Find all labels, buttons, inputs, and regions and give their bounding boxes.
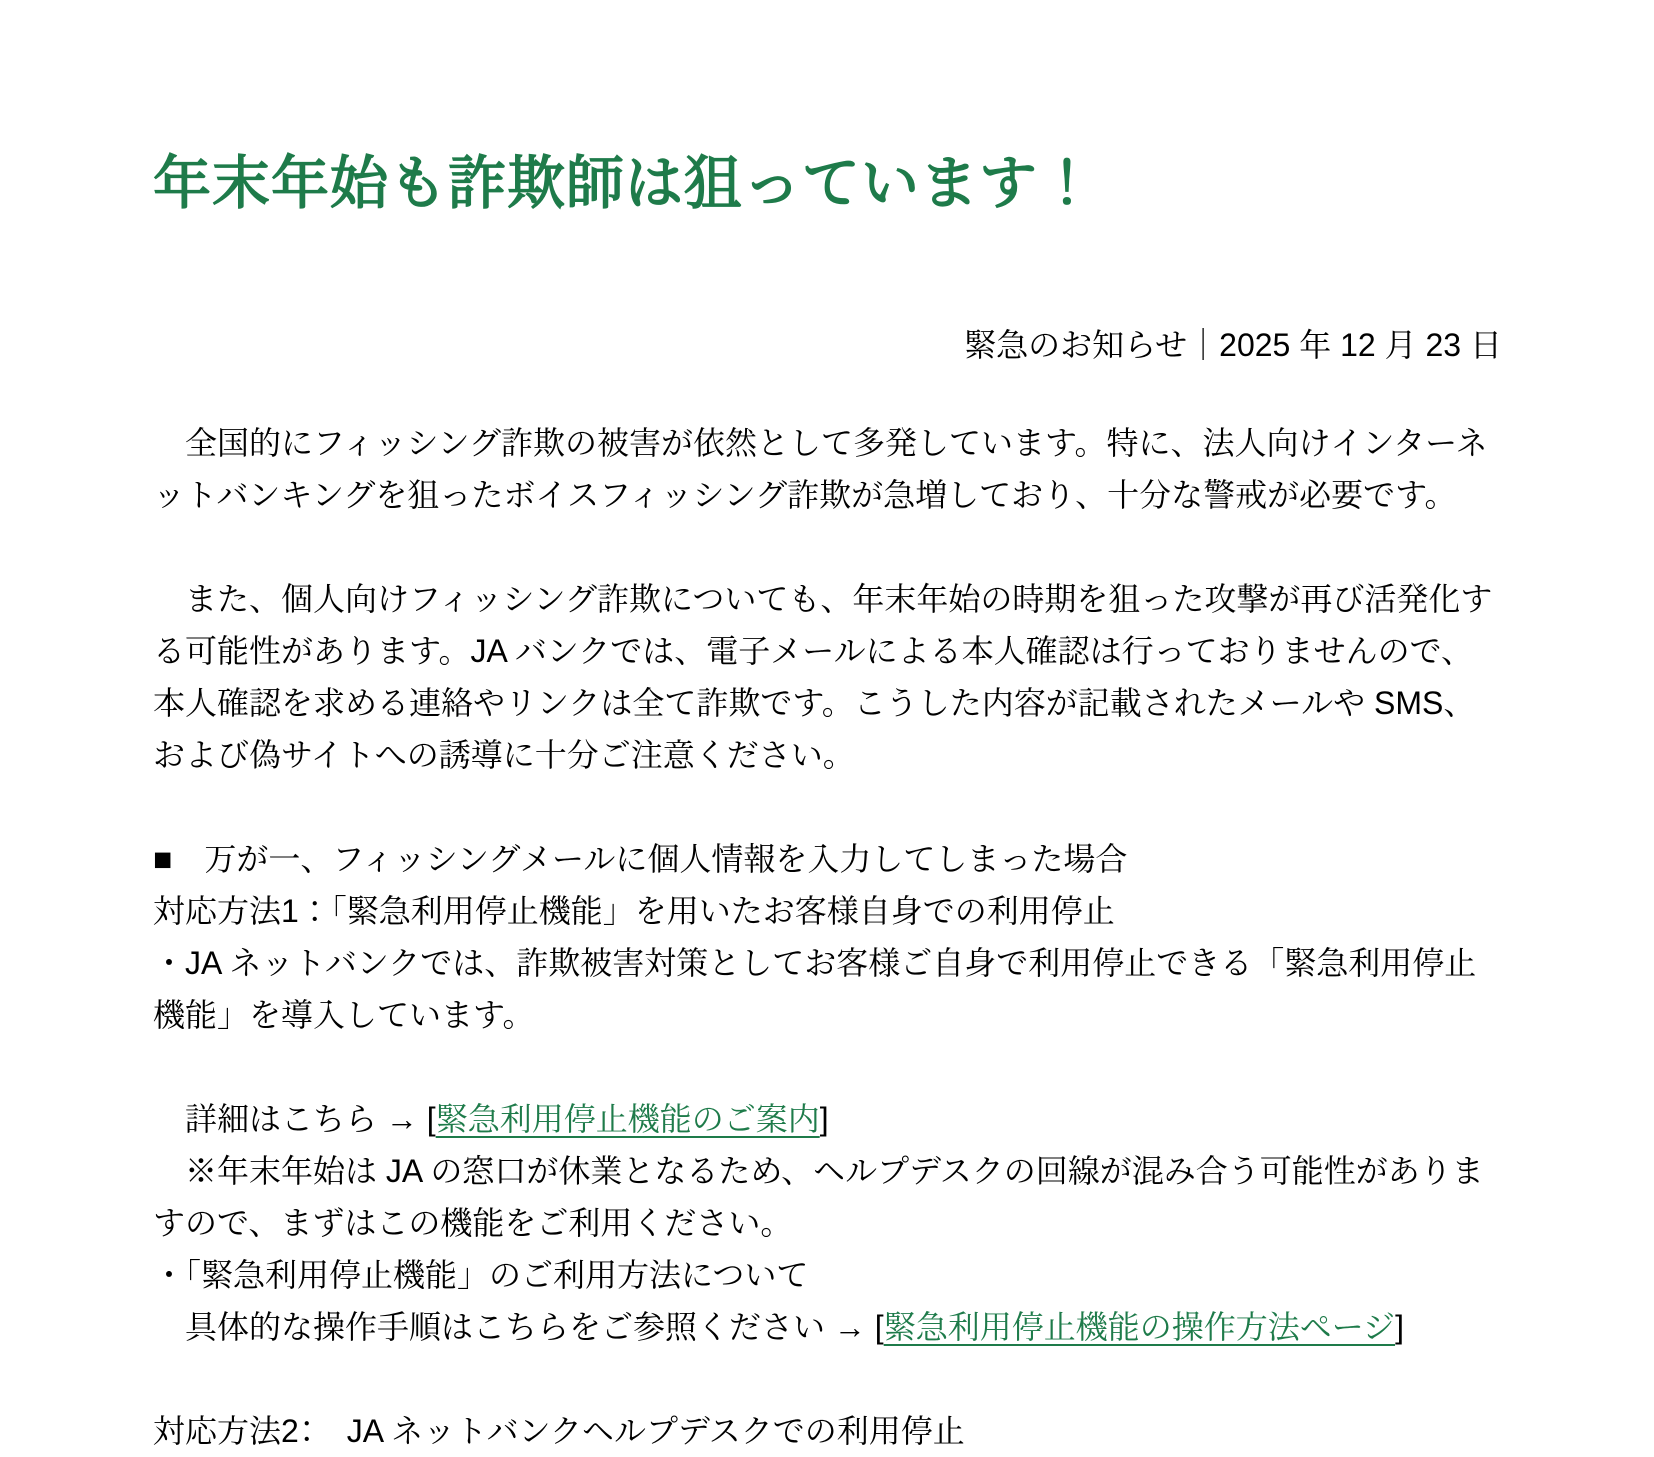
method1-title: 対応方法1：「緊急利用停止機能」を用いたお客様自身での利用停止 bbox=[153, 892, 1115, 929]
steps-link-line bbox=[153, 1301, 1502, 1353]
section-heading: ■ 万が一、フィッシングメールに個人情報を入力してしまった場合 bbox=[153, 840, 1128, 877]
date-line: 緊急のお知らせ｜2025 年 12 月 23 日 bbox=[964, 326, 1502, 363]
emergency-stop-howto-link[interactable]: 緊急利用停止機能の操作方法ページ bbox=[883, 1308, 1396, 1345]
intro-paragraph-2: また、個人向けフィッシング詐欺についても、年末年始の時期を狙った攻撃が再び活発化する可能性があります。JA バンクでは、電子メールによる本人確認は行っておりませんので、本人確認を求める連絡やリンクは全て詐欺です。こうした内容が記載されたメールや SMS、および偽サイトへの誘導に十分ご注意ください。 bbox=[153, 580, 1493, 773]
page-title: 年末年始も詐欺師は狙っています！ bbox=[153, 151, 1098, 216]
steps-line-prefix: 具体的な操作手順はこちらをご参照ください → [ bbox=[153, 1308, 884, 1345]
usage-bullet: ・「緊急利用停止機能」のご利用方法について bbox=[153, 1256, 809, 1293]
method2-title: 対応方法2： JA ネットバンクヘルプデスクでの利用停止 bbox=[153, 1412, 965, 1449]
intro-paragraph-1: 全国的にフィッシング詐欺の被害が依然として多発しています。特に、法人向けインターネットバンキングを狙ったボイスフィッシング詐欺が急増しており、十分な警戒が必要です。 bbox=[153, 424, 1488, 513]
method1-bullet: ・JA ネットバンクでは、詐欺被害対策としてお客様ご自身で利用停止できる「緊急利用停止機能」を導入しています。 bbox=[153, 944, 1477, 1033]
detail-line-prefix: 詳細はこちら → [ bbox=[153, 1100, 436, 1137]
holiday-note-paragraph: ※年末年始は JA の窓口が休業となるため、ヘルプデスクの回線が混み合う可能性がありますので、まずはこの機能をご利用ください。 bbox=[153, 1152, 1484, 1241]
detail-link-line bbox=[153, 1093, 1502, 1145]
emergency-stop-guide-link[interactable]: 緊急利用停止機能のご案内 bbox=[435, 1100, 820, 1137]
steps-line-suffix: ] bbox=[1395, 1308, 1404, 1345]
detail-line-suffix: ] bbox=[819, 1100, 829, 1137]
